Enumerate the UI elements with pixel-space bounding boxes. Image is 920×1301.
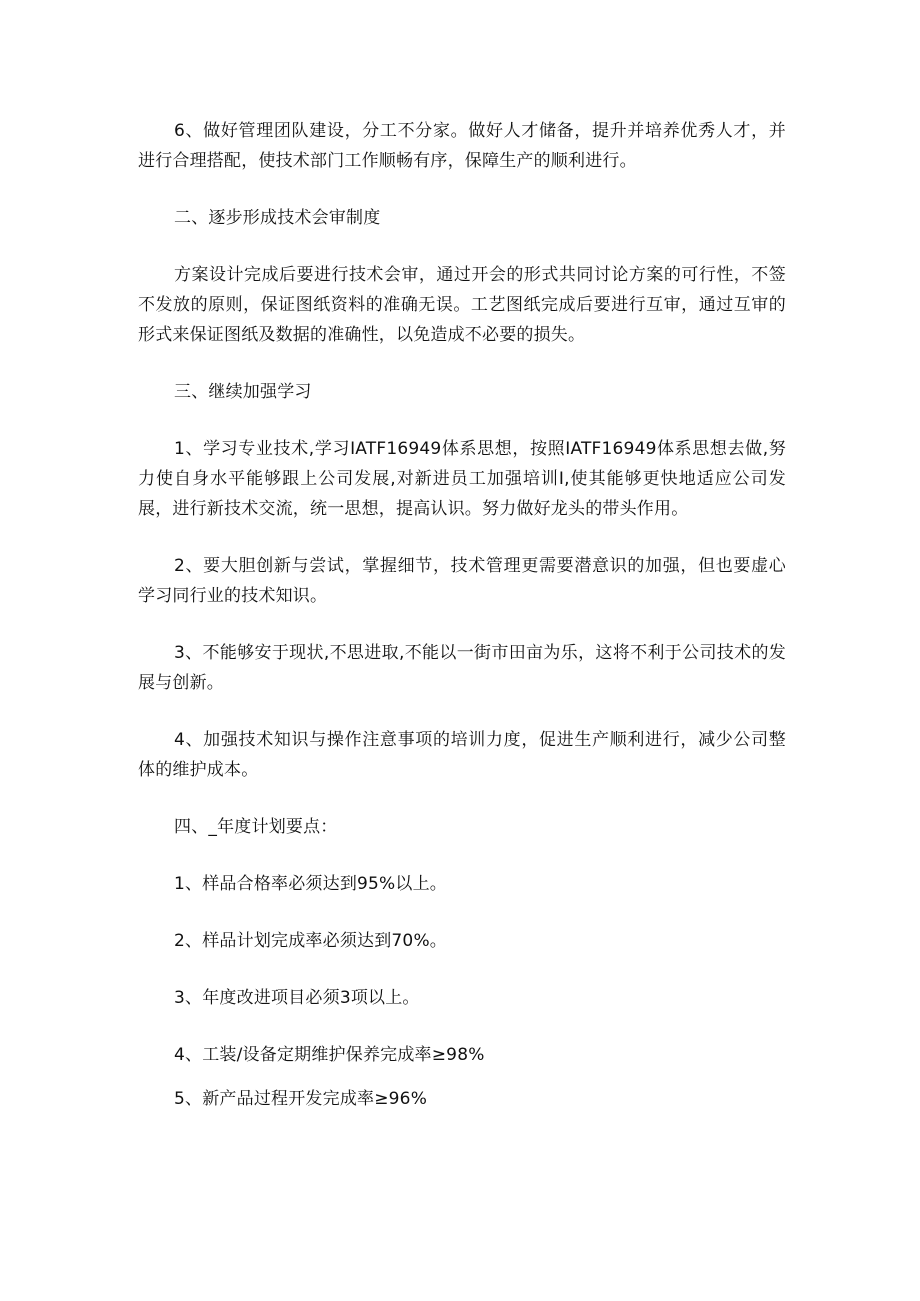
plan-item-5: 5、新产品过程开发完成率≥96% bbox=[174, 1089, 428, 1109]
section-heading-technical-review: 二、逐步形成技术会审制度 bbox=[174, 208, 381, 228]
paragraph-learning-item-3: 3、不能够安于现状,不思进取,不能以一街市田亩为乐，这将不利于公司技术的发展与创新。 bbox=[138, 643, 786, 693]
plan-item-4: 4、工装/设备定期维护保养完成率≥98% bbox=[174, 1045, 485, 1065]
section-heading-continue-learning: 三、继续加强学习 bbox=[174, 382, 312, 402]
section-heading-annual-plan: 四、_年度计划要点： bbox=[174, 817, 338, 837]
plan-item-1: 1、样品合格率必须达到95%以上。 bbox=[174, 874, 448, 894]
paragraph-learning-item-4: 4、加强技术知识与操作注意事项的培训力度，促进生产顺利进行，减少公司整体的维护成本。 bbox=[138, 730, 786, 780]
paragraph-team-building: 6、做好管理团队建设，分工不分家。做好人才储备，提升并培养优秀人才，并进行合理搭配，使技术部门工作顺畅有序，保障生产的顺利进行。 bbox=[138, 121, 786, 171]
plan-item-3: 3、年度改进项目必须3项以上。 bbox=[174, 988, 420, 1008]
paragraph-learning-item-1: 1、学习专业技术,学习IATF16949体系思想，按照IATF16949体系思想去做,努力使自身水平能够跟上公司发展,对新进员工加强培训I,使其能够更快地适应公司发展，进行新技术交流，统一思想，提高认识。努力做好龙头的带头作用。 bbox=[138, 439, 786, 519]
paragraph-technical-review: 方案设计完成后要进行技术会审，通过开会的形式共同讨论方案的可行性，不签不发放的原则，保证图纸资料的准确无误。工艺图纸完成后要进行互审，通过互审的形式来保证图纸及数据的准确性，以免造成不必要的损失。 bbox=[138, 265, 786, 345]
plan-item-2: 2、样品计划完成率必须达到70%。 bbox=[174, 931, 448, 951]
document-body bbox=[138, 116, 786, 1114]
paragraph-learning-item-2: 2、要大胆创新与尝试，掌握细节，技术管理更需要潜意识的加强，但也要虚心学习同行业的技术知识。 bbox=[138, 556, 786, 606]
